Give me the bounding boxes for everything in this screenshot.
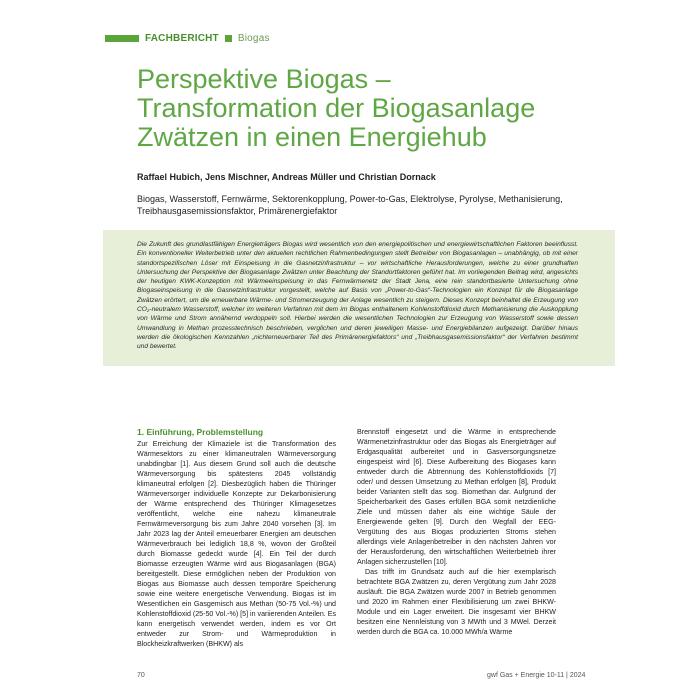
authors: Raffael Hubich, Jens Mischner, Andreas Müller und Christian Dornack [137, 172, 436, 182]
title-line: Zwätzen in einen Energiehub [137, 122, 487, 152]
keywords: Biogas, Wasserstoff, Fernwärme, Sektorenkopplung, Power-to-Gas, Elektrolyse, Pyrolyse, Methanisierung, Treibhausgasemissionsfaktor, Primärenergiefaktor [137, 194, 563, 216]
title-line: Perspektive Biogas – [137, 64, 391, 94]
abstract: Die Zukunft des grundlastfähigen Energieträgers Biogas wird wesentlich von den energiepolitischen und energiewirtschaftlichen Faktoren beeinflusst. Ein konventioneller Weiterbetrieb unter den aktuellen rechtlichen Rahmenbedingungen stellt Betreiber von Biogasanlagen – unabhängig, ob mit einer standortspezifischen Löser mit Einspeisung in die Gasnetzinfrastruktur – vor wirtschaftliche Herausforderungen, welche zu einer grundhaften Untersuchung der Perspektive der Biogasanlage Zwätzen unter Beachtung der Standortfaktoren geführt hat. Im vorliegenden Beitrag wird, angesichts der heutigen KWK-Konzeption mit Wärmeeinspeisung in das Fernwärmenetz der Stadt Jena, eine rein standortbasierte Untersuchung ohne Biogaseinspeisung in die Gasnetzinfrastruktur vorgestellt, welche auf Basis von „Power-to-Gas“-Technologien ein Konzept für die Biogasanlage Zwätzen erörtert, um die erneuerbare Wärme- und Stromerzeugung der Anlage wesentlich zu steigern. Dieses Konzept beinhaltet die Erzeugung von CO₂-neutralem Wasserstoff, welcher im weiteren Verfahren mit dem im Biogas enthaltenem Kohlenstoffdioxid durch Methanisierung die Auskopplung von Wärme und Strom annähernd verdoppeln soll. Hierbei werden die wesentlichen Technologien zur Erzeugung von Wasserstoff sowie dessen Umwandlung in Methan prozesstechnisch beschrieben, verglichen und deren jeweiligen Masse- und Energiebilanzen aufgezeigt. Darüber hinaus werden die ökologischen Kennzahlen „nichterneuerbarer Teil des Primärenergiefaktors“ und „Treibhausgasemissionsfaktor“ der Verfahren bestimmt und bewertet. [137, 241, 578, 351]
article-title [137, 65, 607, 152]
paragraph: Brennstoff eingesetzt und die Wärme in entsprechende Wärmenetzinfrastruktur oder das Biogas als Energieträger auf Erdgasqualität aufbereitet und in Gasversorgungsnetze eingespeist wird [6]. Diese Aufbereitung des Biogases kann entweder durch die Abtrennung des Kohlenstoffdioxids [7] oder/ und dessen Umsetzung zu Methan erfolgen [8], Produkt beider Varianten stellt das sog. Biomethan dar. Aufgrund der Speicherbarkeit des Gases erfüllen BGA somit netzdienliche Ziele und müssen daher als eine wichtige Säule der Energiewende gelten [9]. Durch den Wegfall der EEG-Vergütung des aus Biogas produzierten Stroms stehen allerdings viele Anlagenbetreiber in den nächsten Jahren vor der Herausforderung, den wirtschaftlichen Weiterbetrieb ihrer Anlagen sicherzustellen [10]. [357, 428, 556, 566]
journal-footer: gwf Gas + Energie 10-11 | 2024 [487, 672, 586, 679]
section-square-icon [225, 35, 232, 42]
body-column-right [357, 427, 556, 637]
paragraph: Zur Erreichung der Klimaziele ist die Transformation des Wärmesektors zu einer klimaneutralen Wärmeversorgung unabdingbar [1]. Aus diesem Grund soll auch die deutsche Wärmeversorgung bis spätestens 2045 vollständig klimaneutral erfolgen [2]. Diesbezüglich haben die Thüringer Wärmeversorger individuelle Konzepte zur Dekarbonisierung der Wärme entsprechend des Thüringer Klimagesetzes veröffentlicht, welche eine nahezu klimaneutrale Fernwärmeversorgung bis zum Jahre 2040 vorsehen [3]. Im Jahr 2023 lag der Anteil erneuerbarer Energien am deutschen Wärmeverbrauch bei lediglich 18,8 %, wovon der Großteil durch Biomasse gedeckt wurde [4]. Ein Teil der durch Biomasse erzeugten Wärme wird aus Biogasanlagen (BGA) bereitgestellt. Diese ermöglichen neben der Produktion von Biogas aus Biomasse auch dessen temporäre Speicherung sowie eine weitere energetische Verwendung. Biogas ist im Wesentlichen ein Gasgemisch aus Methan (50-75 Vol.-%) und Kohlenstoffdioxid (25-50 Vol.-%) [5] in variierenden Anteilen. Es kann energetisch verwendet werden, indem es vor Ort entweder zur Strom- und Wärmeproduktion in Blockheizkraftwerken (BHKW) als [137, 440, 337, 648]
section-header [105, 33, 270, 43]
section-topic: Biogas [237, 32, 270, 44]
section-heading: 1. Einführung, Problemstellung [137, 427, 264, 437]
body-column-left [137, 427, 336, 649]
page-number: 70 [137, 672, 145, 679]
header-rule [105, 35, 139, 42]
paragraph: Das trifft im Grundsatz auch auf die hier exemplarisch betrachtete BGA Zwätzen zu, deren Vergütung zum Jahr 2028 ausläuft. Die BGA Zwätzen wurde 2007 in Betrieb genommen und 2020 im Rahmen einer Flexibilisierung um zwei BHKW-Module und ein Lager erweitert. Die insgesamt vier BHKW besitzen eine Nennleistung von 3 MWth und 3 MWel. Derzeit werden durch die BGA ca. 10.000 MWh/a Wärme [357, 568, 556, 636]
abstract-box [103, 230, 615, 366]
section-label: FACHBERICHT [145, 32, 219, 44]
title-line: Transformation der Biogasanlage [137, 93, 536, 123]
